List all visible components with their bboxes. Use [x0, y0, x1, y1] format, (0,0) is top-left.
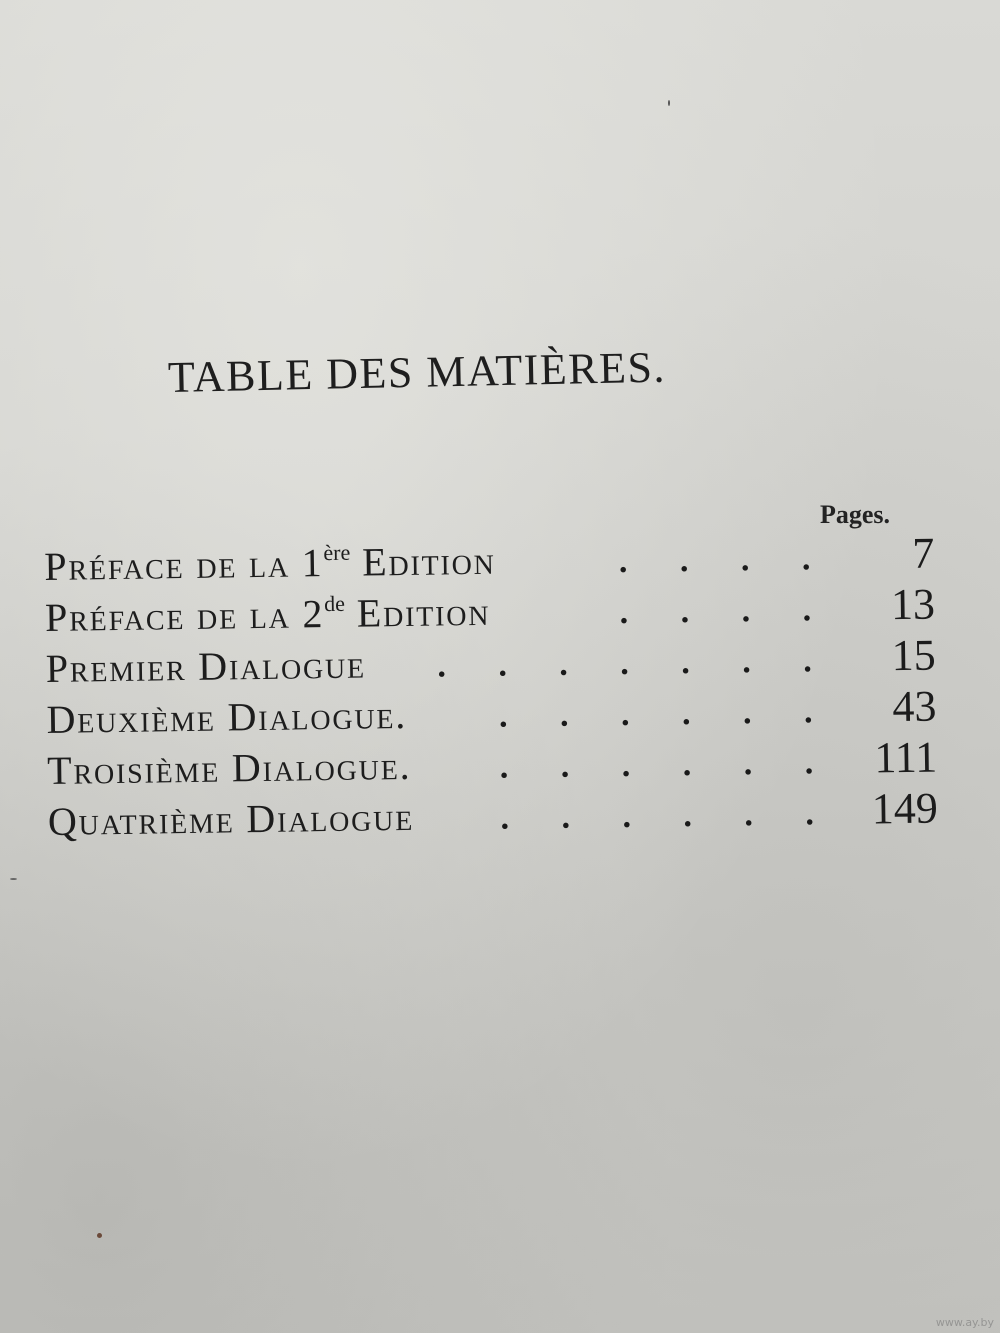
toc-page-number: 15 — [891, 630, 937, 681]
superscript: ère — [323, 539, 351, 566]
dot-leader: . . . . . . — [500, 794, 837, 837]
toc-entry-title: Préface de la 2de Edition — [44, 588, 491, 640]
toc-page-number: 43 — [892, 681, 937, 732]
dot-leader: . . . . . . . — [437, 641, 835, 685]
toc-page-number: 111 — [874, 732, 938, 783]
dot-leader: . . . . . . — [499, 743, 836, 786]
page-title: TABLE DES MATIÈRES. — [167, 342, 667, 402]
dot-leader: . . . . — [619, 590, 834, 631]
toc-entry-title: Préface de la 1ère Edition — [44, 537, 496, 589]
table-of-contents — [44, 528, 938, 846]
toc-entry-title: Deuxième Dialogue. — [46, 691, 408, 742]
paper-speck — [668, 100, 670, 106]
dot-leader: . . . . — [618, 539, 833, 580]
paper-speck — [10, 878, 17, 880]
toc-page-number: 13 — [890, 579, 936, 630]
paper-speck — [97, 1233, 102, 1238]
toc-entry-title: Quatrième Dialogue — [47, 793, 415, 844]
toc-page-number: 149 — [871, 783, 939, 834]
dot-leader: . . . . . . — [498, 692, 835, 735]
pages-column-label: Pages. — [820, 500, 891, 529]
superscript: de — [323, 590, 346, 617]
watermark: www.ay.by — [935, 1316, 994, 1329]
toc-entry-title: Premier Dialogue — [45, 641, 367, 691]
toc-entry-title: Troisième Dialogue. — [46, 742, 412, 793]
toc-page-number: 7 — [911, 528, 935, 578]
